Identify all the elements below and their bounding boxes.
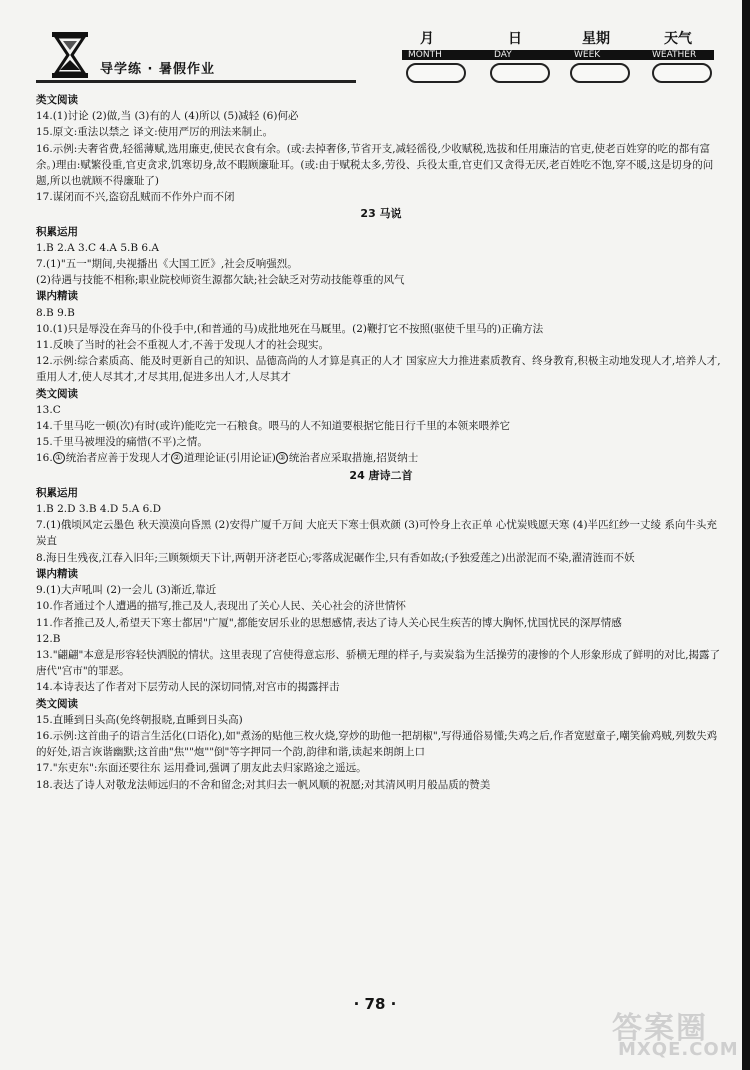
answer-line: 14.本诗表达了作者对下层劳动人民的深切同情,对宫市的揭露抨击 xyxy=(36,681,340,694)
month-en: MONTH xyxy=(408,50,442,60)
watermark-logo xyxy=(612,1003,742,1065)
answer-line: 18.表达了诗人对敬龙法师远归的不舍和留念;对其归去一帆风顺的祝愿;对其清风明月般品质的赞美 xyxy=(36,778,491,791)
answer-line: 13.C xyxy=(36,403,61,416)
answer-line: 12.B xyxy=(36,632,61,645)
answer-line: 8.B 9.B xyxy=(36,306,75,319)
month-label: 月 xyxy=(420,31,434,47)
answer-line: 15.原文:重法以禁之 译文:使用严厉的刑法来制止。 xyxy=(36,126,274,139)
chapter-title: 24 唐诗二首 xyxy=(349,468,413,482)
section-heading: 课内精读 xyxy=(36,567,78,580)
answer-line: 7.(1)"五一"期间,央视播出《大国工匠》,社会反响强烈。 xyxy=(36,258,298,271)
answer-line: 11.作者推己及人,希望天下寒士都居"广厦",都能安居乐业的思想感情,表达了诗人关心民生疾苦的博大胸怀,忧国忧民的深厚情感 xyxy=(36,616,622,629)
answer-line: 7.(1)俄顷风定云墨色 秋天漠漠向昏黑 (2)安得广厦千万间 大庇天下寒士俱欢颜 (3)可怜身上衣正单 心忧炭贱愿天寒 (4)半匹红纱一丈绫 系向牛头充炭直 xyxy=(36,519,717,548)
section-heading: 类文阅读 xyxy=(36,94,78,106)
chapter-title: 23 马说 xyxy=(360,207,402,221)
answer-line xyxy=(36,450,726,466)
answer-line: 8.海日生残夜,江春入旧年;三顾频烦天下计,两朝开济老臣心;零落成泥碾作尘,只有香如故;(予独爱莲之)出淤泥而不染,濯清涟而不妖 xyxy=(36,551,635,564)
page-header xyxy=(0,0,742,90)
answer-line: 17.谋闭而不兴,盗窃乱贼而不作外户而不闭 xyxy=(36,191,235,204)
calendar-strip xyxy=(402,50,714,60)
answer-part: 统治者应善于发现人才 xyxy=(65,452,171,465)
brand-title: 导学练 · 暑假作业 xyxy=(100,62,215,77)
section-heading: 积累运用 xyxy=(36,486,78,499)
watermark-url: MXQE.COM xyxy=(618,1039,739,1060)
answer-line: 11.反映了当时的社会不重视人才,不善于发现人才的社会现实。 xyxy=(36,339,330,352)
hourglass-icon xyxy=(46,30,94,80)
week-label: 星期 xyxy=(582,31,610,47)
watermark-text: 答案圈 xyxy=(612,1011,708,1046)
weather-en: WEATHER xyxy=(652,50,697,60)
section-heading: 类文阅读 xyxy=(36,697,78,710)
answer-line: 9.(1)大声吼叫 (2)一会儿 (3)渐近,靠近 xyxy=(36,584,217,597)
answer-line: (2)待遇与技能不相称;职业院校师资生源都欠缺;社会缺乏对劳动技能尊重的风气 xyxy=(36,274,405,287)
week-en: WEEK xyxy=(574,50,601,60)
answer-line: 14.千里马吃一顿(次)有时(或许)能吃完一石粮食。喂马的人不知道要根据它能日行千里的本领来喂养它 xyxy=(36,420,511,433)
week-field xyxy=(570,63,630,83)
day-field xyxy=(490,63,550,83)
answer-line: 15.直睡到日头高(免终朝报晓,直睡到日头高) xyxy=(36,713,243,726)
answer-line: 16.示例:这首曲子的语言生活化(口语化),如"煮汤的贴他三枚火烧,穿炒的助他一把胡椒",写得通俗易懂;失鸡之后,作者宽慰童子,嘲笑偷鸡贼,列数失鸡的好处,语言诙谐幽默;这首曲"焦""炮""倒"等字押同一个韵,韵律和谐,读起来朗朗上口 xyxy=(36,729,718,759)
page-number: · 78 · xyxy=(353,995,397,1013)
day-label: 日 xyxy=(508,31,522,47)
answer-line: 10.(1)只是辱没在奔马的仆役手中,(和普通的马)成批地死在马厩里。(2)鞭打它不按照(驱使千里马的)正确方法 xyxy=(36,322,544,335)
circled-number-marker: ① xyxy=(53,452,65,464)
header-divider xyxy=(36,80,356,83)
month-field xyxy=(406,63,466,83)
circled-number-marker: ③ xyxy=(276,452,288,464)
answer-number: 16. xyxy=(36,452,53,465)
answer-line: 15.千里马被埋没的痛惜(不平)之情。 xyxy=(36,436,208,449)
answer-content xyxy=(36,92,726,793)
answer-line: 14.(1)讨论 (2)做,当 (3)有的人 (4)所以 (5)减轻 (6)何必 xyxy=(36,110,299,123)
answer-line: 1.B 2.A 3.C 4.A 5.B 6.A xyxy=(36,241,160,254)
section-heading: 课内精读 xyxy=(36,290,78,303)
answer-part: 道理论证(引用论证) xyxy=(183,452,276,465)
weather-field xyxy=(652,63,712,83)
answer-line: 13."翩翩"本意是形容轻快洒脱的情状。这里表现了宫使得意忘形、骄横无理的样子,与卖炭翁为生活操劳的凄惨的个人形象形成了鲜明的对比,揭露了唐代"宫市"的罪恶。 xyxy=(36,648,721,678)
answer-line: 16.示例:夫奢省费,轻徭薄赋,选用廉吏,使民衣食有余。(或:去掉奢侈,节省开支,减轻徭役,少收赋税,选拔和任用廉洁的官吏,使老百姓穿的吃的都有富余。)理由:赋繁役重,官吏贪求,饥寒切身,故不暇顾廉耻耳。(或:由于赋税太多,劳役、兵役太重,官吏们又贪得无厌,老百姓吃不饱,穿不暖,这是切身的问题,所以也就顾不得廉耻了) xyxy=(36,142,714,188)
section-heading: 类文阅读 xyxy=(36,387,78,400)
answer-line: 12.示例:综合素质高、能及时更新自己的知识、品德高尚的人才算是真正的人才 国家应大力推进素质教育、终身教育,积极主动地发现人才,培养人才,重用人才,使人尽其才,才尽其用,促进多出人才,人尽其才 xyxy=(36,355,721,384)
day-en: DAY xyxy=(494,50,512,60)
section-heading: 积累运用 xyxy=(36,225,78,238)
circled-number-marker: ② xyxy=(171,452,183,464)
answer-line: 1.B 2.D 3.B 4.D 5.A 6.D xyxy=(36,503,162,516)
answer-line: 10.作者通过个人遭遇的描写,推己及人,表现出了关心人民、关心社会的济世情怀 xyxy=(36,600,406,613)
weather-label: 天气 xyxy=(664,31,692,47)
page-edge-bar xyxy=(742,0,750,1070)
answer-part: 统治者应采取措施,招贤纳士 xyxy=(288,452,419,465)
answer-line: 17."东吏东":东面还要往东 运用叠词,强调了朋友此去归家路途之遥远。 xyxy=(36,762,367,775)
